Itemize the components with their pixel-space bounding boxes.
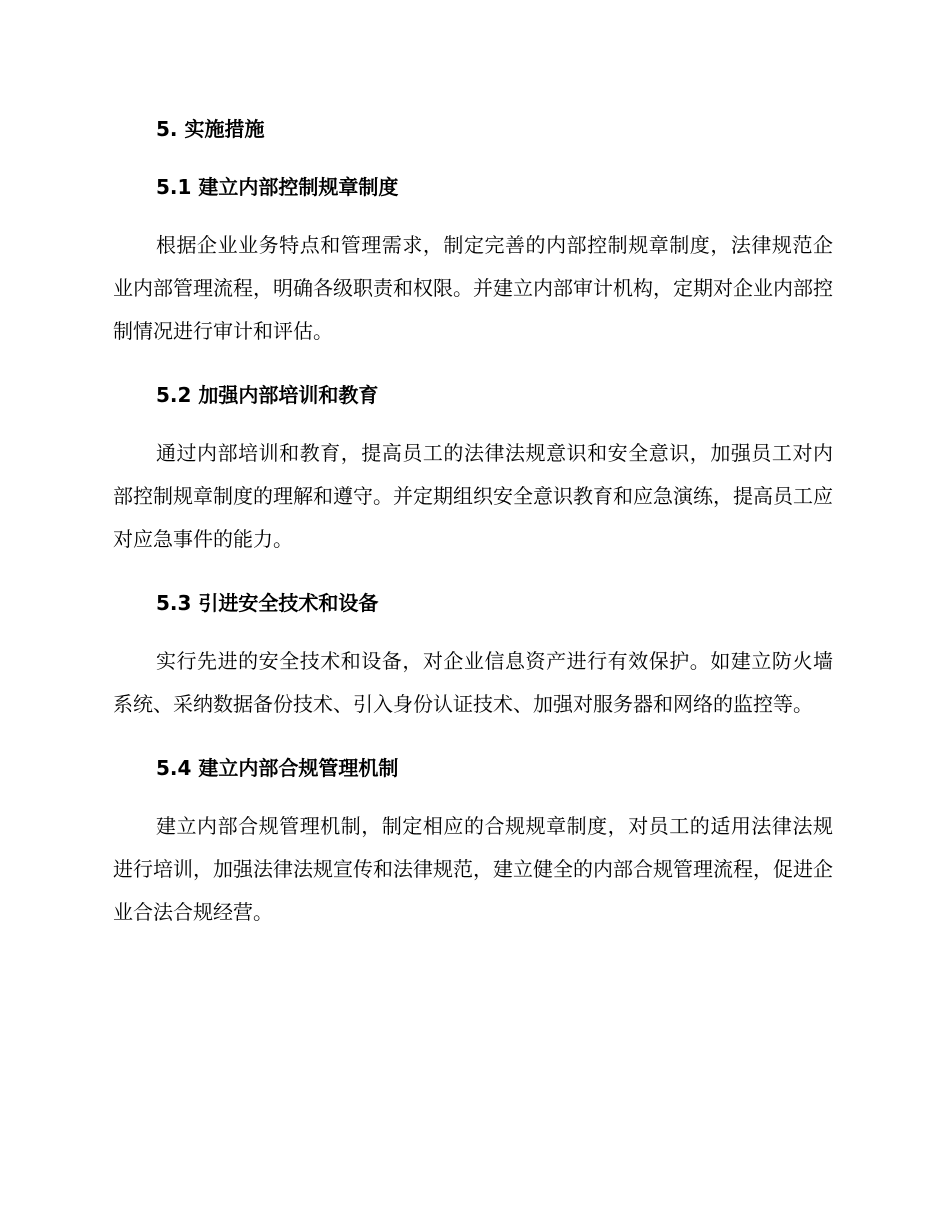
subsection-heading-5-4: 5.4 建立内部合规管理机制 bbox=[156, 756, 399, 780]
subsection-heading-5-3: 5.3 引进安全技术和设备 bbox=[156, 591, 379, 615]
section-title: 5. 实施措施 bbox=[156, 117, 265, 141]
subsection-body-5-4: 建立内部合规管理机制，制定相应的合规规章制度，对员工的适用法律法规进行培训，加强法律法规宣传和法律规范，建立健全的内部合规管理流程，促进企业合法合规经营。 bbox=[113, 814, 833, 924]
subsection-body-5-1: 根据企业业务特点和管理需求，制定完善的内部控制规章制度，法律规范企业内部管理流程，明确各级职责和权限。并建立内部审计机构，定期对企业内部控制情况进行审计和评估。 bbox=[113, 233, 833, 343]
document-content bbox=[113, 113, 833, 934]
subsection-body-5-3: 实行先进的安全技术和设备，对企业信息资产进行有效保护。如建立防火墙系统、采纳数据备份技术、引入身份认证技术、加强对服务器和网络的监控等。 bbox=[113, 649, 833, 716]
subsection-body-5-2: 通过内部培训和教育，提高员工的法律法规意识和安全意识，加强员工对内部控制规章制度的理解和遵守。并定期组织安全意识教育和应急演练，提高员工应对应急事件的能力。 bbox=[113, 441, 833, 551]
subsection-heading-5-2: 5.2 加强内部培训和教育 bbox=[156, 383, 379, 407]
subsection-heading-5-1: 5.1 建立内部控制规章制度 bbox=[156, 175, 399, 199]
